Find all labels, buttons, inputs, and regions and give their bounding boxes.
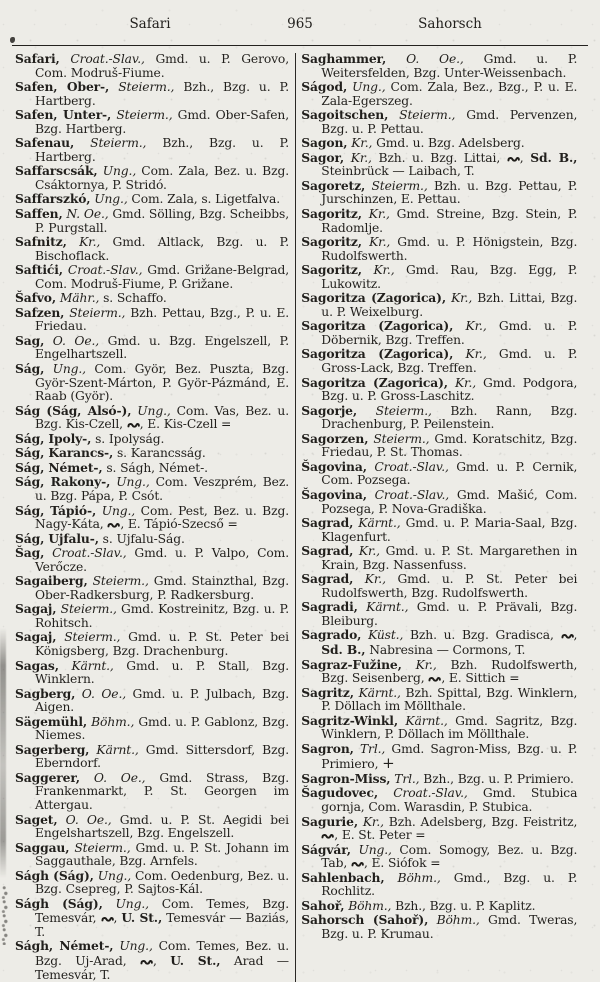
- page-number: 965: [287, 16, 313, 32]
- entry-text: Gmd. u. P. Julbach, Bzg. Aigen.: [35, 686, 289, 715]
- entry-region: Ung.,: [44, 362, 86, 377]
- entry: [301, 658, 577, 686]
- entry-text: , E. Kis-Czell =: [139, 417, 232, 432]
- entry-text: Gmd. Sagron-Miss, Bzg. u. P. Primiero,: [321, 741, 578, 772]
- entry-headword: Sagaj,: [15, 629, 57, 645]
- entry-headword: Sagoritza (Zagorica),: [301, 318, 454, 334]
- entry-headword: Safen, Unter-,: [15, 107, 112, 123]
- entry-region: Böhm.,: [428, 913, 480, 928]
- entry-text: Gmd. u. Bzg. Engelszell, P. Engelhartszell.: [35, 333, 289, 362]
- entry-headword: Sagerberg,: [15, 741, 90, 757]
- entry: [15, 263, 289, 291]
- entry-text: Gmd. u. P. Döbernik, Bzg. Treffen.: [321, 319, 578, 347]
- entry-text: Bzh. Adelsberg, Bzg. Feistritz,: [383, 814, 578, 829]
- entry: [15, 136, 289, 164]
- entry: [15, 164, 289, 192]
- entry-headword: Sagorzen,: [301, 430, 369, 446]
- entry-text: Temesvár — Baziás, T.: [35, 911, 289, 939]
- entry: [301, 815, 577, 843]
- entry-text: Com. Zala, s. Ligetfalva.: [127, 192, 280, 207]
- entry-region: Kr.,: [453, 319, 487, 334]
- entry-text: Gmd. u. P. St. Aegidi bei Engelshartszell, Bzg. Engelszell.: [35, 812, 289, 841]
- column-divider: [295, 53, 296, 982]
- entry-text: Arad — Temesvár, T.: [35, 954, 289, 982]
- entry-region: Steierm.,: [109, 80, 175, 95]
- entry-text: Gmd. Stainzthal, Bzg. Ober-Radkersburg, P. Radkersburg.: [35, 574, 289, 602]
- entry-text: Com. Zala, Bez., Bzg., P. u. E. Zala-Egerszeg.: [321, 80, 578, 108]
- entry: [15, 207, 289, 235]
- entry-text: Bzh. u. Bzg. Gradisca,: [403, 628, 561, 643]
- entry: [15, 291, 289, 306]
- entry-region: Kr.,: [446, 291, 473, 306]
- entry-headword: Sagrad,: [301, 571, 354, 587]
- header-keyword-left: Safari: [129, 16, 171, 32]
- entry-region: Steierm.,: [56, 602, 117, 617]
- entry-text: s. Schaffo.: [99, 291, 167, 306]
- entry-headword: Saghammer,: [301, 51, 387, 66]
- entry-region: Küst.,: [361, 628, 404, 643]
- left-column: [15, 52, 289, 982]
- entry-text: Bzh., Bzg. u. P. Kaplitz.: [391, 898, 536, 913]
- entry: [301, 52, 577, 80]
- entry-headword: Sagaiberg,: [15, 573, 88, 589]
- entry: [15, 574, 289, 602]
- entry-headword: Ságvár,: [301, 841, 351, 857]
- entry-region: O. Oe.,: [57, 812, 112, 827]
- entry-headword: Sagrad,: [301, 543, 354, 559]
- entry: [301, 516, 577, 544]
- entry: [301, 432, 577, 460]
- entry: [15, 532, 289, 547]
- entry-text: Gmd. Podgora, Bzg. u. P. Gross-Laschitz.: [321, 375, 578, 404]
- entry: [301, 742, 577, 772]
- entry-text: , E. St. Peter =: [334, 828, 426, 843]
- entry-text: Gmd. Pervenzen, Bzg. u. P. Pettau.: [321, 108, 578, 136]
- entry-text: Gmd. Streine, Bzg. Stein, P. Radomlje.: [321, 207, 578, 235]
- entry-region: O. Oe.,: [44, 333, 100, 348]
- entry-text: Bzh. u. Bzg. Littai,: [371, 150, 507, 165]
- entry-headword: Sahoř,: [301, 897, 345, 913]
- entry-text: Gmd. u. P. Gerovo, Com. Modruš-Fiume.: [35, 52, 290, 80]
- entry-headword: Sagoitschen,: [301, 107, 389, 123]
- entry-region: Böhm.,: [87, 714, 135, 729]
- entry-text: Gmd., Bzg. u. P. Rochlitz.: [321, 870, 578, 899]
- entry: [301, 179, 577, 207]
- entry: [15, 715, 289, 743]
- entry: [301, 235, 577, 263]
- entry-headword: Sahlenbach,: [301, 869, 385, 885]
- entry-headword: Ság, Rakony-,: [15, 474, 111, 490]
- entry-region: Croat.-Slav.,: [366, 459, 449, 474]
- entry: [15, 504, 289, 532]
- entry-text: Nabresina — Cormons, T.: [365, 642, 526, 657]
- entry: [301, 376, 577, 404]
- entry-region: Steierm.,: [74, 136, 147, 151]
- entry-text: ,: [153, 954, 171, 968]
- entry-text: Bzh., Bzg. u. P. Hartberg.: [35, 136, 289, 164]
- entry-text: , E. Sittich =: [441, 671, 520, 686]
- entry-headword: Sagberg,: [15, 685, 76, 701]
- entry-text: Gmd. u. P. Gross-Lack, Bzg. Treffen.: [321, 347, 578, 376]
- entry-headword: Sagorje,: [301, 402, 358, 418]
- entry-region: Kr.,: [357, 814, 384, 829]
- entry: [301, 714, 577, 742]
- entry: [301, 786, 577, 814]
- entry-text: Gmd. u. P. St. Peter bei Rudolfswerth, Bzg. Rudolfswerth.: [321, 572, 578, 600]
- entry: [15, 841, 289, 869]
- entry-region: N. Oe.,: [62, 207, 109, 222]
- entry: [301, 871, 577, 899]
- entry: [301, 600, 577, 628]
- entry-headword: Sagon,: [301, 135, 348, 151]
- entry: [15, 475, 289, 503]
- entry-bold-abbrev: Sd. B.,: [530, 149, 578, 165]
- entry: [301, 843, 577, 871]
- entry-region: Steierm.,: [69, 840, 131, 855]
- entry-text: Gmd. u. Bzg. Adelsberg.: [372, 136, 525, 151]
- entry-headword: Sagritz-Winkl,: [301, 712, 398, 728]
- entry-text: Gmd. u. P. Prävali, Bzg. Bleiburg.: [321, 600, 578, 628]
- entry-region: Kärnt.,: [89, 742, 139, 757]
- entry-region: Kr.,: [453, 347, 487, 362]
- post-horn-icon: [507, 151, 520, 165]
- entry-region: O. Oe.,: [79, 770, 146, 785]
- entry-text: Bzh. Rudolfswerth, Bzg. Seisenberg,: [321, 657, 578, 686]
- entry-region: Ung.,: [347, 80, 386, 95]
- entry-text: Gmd. Grižane-Belgrad, Com. Modruš-Fiume, P. Grižane.: [35, 263, 289, 291]
- entry: [15, 687, 289, 715]
- entry-region: Kr.,: [447, 375, 477, 390]
- entry-region: Kr.,: [401, 657, 437, 672]
- entry-region: Kr.,: [347, 136, 373, 151]
- entry-text: ,: [519, 150, 531, 165]
- entry-text: Bzh. Rann, Bzg. Drachenburg, P. Peilenstein.: [321, 403, 578, 432]
- entry: [301, 628, 577, 657]
- entry-text: Gmd. Altlack, Bzg. u. P. Bischoflack.: [35, 235, 290, 263]
- entry-text: , E. Siófok =: [363, 856, 441, 871]
- entry: [15, 771, 289, 813]
- entry-text: Bzh. Littai, Bzg. u. P. Weixelburg.: [321, 291, 578, 319]
- post-horn-icon: [127, 417, 140, 431]
- entry-region: Kärnt.,: [398, 713, 448, 728]
- entry: [301, 686, 577, 714]
- post-horn-icon: [428, 671, 441, 685]
- entry-headword: Safenau,: [15, 135, 75, 151]
- entry-region: Ung.,: [96, 503, 136, 518]
- entry-bold-abbrev: U. St.,: [170, 953, 221, 968]
- entry-text: Gmd. u. P. St. Johann im Saggauthale, Bzg. Arnfels.: [35, 840, 290, 869]
- entry: [15, 869, 289, 897]
- entry-region: Kärnt.,: [353, 516, 401, 531]
- right-column: [301, 52, 577, 982]
- entry-text: Gmd. u. P. Hönigstein, Bzg. Rudolfswerth.: [321, 235, 578, 263]
- entry-headword: Saget,: [15, 811, 58, 827]
- post-horn-icon: [140, 954, 153, 968]
- entry-headword: Ság, Ipoly-,: [15, 430, 92, 446]
- entry-region: Trl.,: [353, 741, 386, 756]
- entry-region: Kr.,: [66, 235, 101, 250]
- entry-text: Steinbrück — Laibach, T.: [321, 164, 475, 179]
- entry: [15, 743, 289, 771]
- entry-text: Gmd. Kostreinitz, Bzg. u. P. Rohitsch.: [35, 602, 289, 630]
- entry-text: Com. Temes, Bez. u. Bzg. Uj-Arad,: [35, 939, 290, 968]
- entry-region: O. Oe.,: [386, 52, 464, 66]
- entry: [301, 544, 577, 572]
- entry-region: O. Oe.,: [75, 686, 127, 701]
- entry-text: Gmd. u. P. St. Margarethen in Krain, Bzg. Nassenfuss.: [321, 544, 578, 572]
- entry: [15, 334, 289, 362]
- entry: [15, 446, 289, 461]
- entry-region: Kärnt.,: [58, 658, 114, 673]
- entry-text: Gmd. Sagritz, Bzg. Winklern, P. Döllach im Möllthale.: [321, 713, 578, 742]
- entry-headword: Ság, Ujfalu-,: [15, 530, 99, 546]
- entry-region: Kärnt.,: [357, 600, 409, 615]
- entry-region: Kr.,: [353, 572, 386, 587]
- entry-text: Gmd. Stubica gornja, Com. Warasdin, P. Stubica.: [321, 786, 578, 814]
- entry-headword: Sagron,: [301, 740, 354, 756]
- post-horn-icon: [561, 628, 574, 642]
- entry-headword: Safen, Ober-,: [15, 79, 110, 95]
- entry-text: Bzh. Spittal, Bzg. Winklern, P. Döllach im Möllthale.: [321, 685, 578, 714]
- two-column-text: [0, 46, 600, 982]
- entry-region: Kr.,: [361, 207, 390, 222]
- entry-text: Gmd. Rau, Bzg. Egg, P. Lukowitz.: [321, 263, 578, 291]
- entry-region: Böhm.,: [384, 870, 441, 885]
- entry-region: Ung.,: [93, 868, 132, 883]
- entry-region: Ung.,: [110, 475, 150, 490]
- entry-text: Gmd. u. P. Gablonz, Bzg. Niemes.: [35, 714, 289, 743]
- entry: [15, 813, 289, 841]
- entry-text: Gmd. Tweras, Bzg. u. P. Krumau.: [321, 913, 578, 941]
- entry: [301, 913, 577, 941]
- entry-headword: Ság, Karancs-,: [15, 445, 114, 461]
- entry: [301, 80, 577, 108]
- entry-headword: Saffarszkó,: [15, 191, 91, 207]
- entry-region: Ung.,: [90, 192, 128, 207]
- entry-region: Kr.,: [361, 235, 391, 250]
- entry-text: Gmd. u. P. Valpo, Com. Verőcze.: [35, 546, 289, 574]
- entry-headword: Saffen,: [15, 206, 63, 222]
- entry: [15, 192, 289, 207]
- entry-headword: Sagoritz,: [301, 234, 362, 250]
- entry-region: Croat.-Slav.,: [378, 786, 468, 801]
- entry-text: s. Ipolyság.: [91, 431, 165, 446]
- entry-text: Gmd. Ober-Safen, Bzg. Hartberg.: [35, 108, 289, 136]
- entry-region: Steierm.,: [365, 178, 428, 193]
- entry: [15, 546, 289, 574]
- post-horn-icon: [101, 911, 114, 925]
- entry-bold-abbrev: U. St.,: [121, 910, 163, 926]
- entry: [15, 108, 289, 136]
- entry-bold-abbrev: Sd. B.,: [321, 641, 366, 657]
- entry-headword: Saffarscsák,: [15, 163, 98, 179]
- entry: [15, 630, 289, 658]
- entry: [15, 659, 289, 687]
- entry-headword: Safzen,: [15, 304, 65, 320]
- entry-text: , E. Tápió-Szecső =: [120, 517, 238, 532]
- entry-headword: Sagritz,: [301, 684, 354, 700]
- entry-region: Croat.-Slav.,: [44, 546, 127, 561]
- entry-headword: Sagoritz,: [301, 262, 362, 278]
- entry-text: Bzh. u. Bzg. Pettau, P. Jurschinzen, E. Pettau.: [321, 178, 578, 207]
- entry-headword: Šag,: [15, 545, 45, 561]
- entry-text: Bzh. Pettau, Bzg., P. u. E. Friedau.: [35, 305, 289, 334]
- entry-region: Böhm.,: [344, 898, 392, 913]
- entry: [301, 404, 577, 432]
- entry-headword: Sagraz-Fužine,: [301, 656, 402, 672]
- entry-region: Kärnt.,: [353, 685, 401, 700]
- entry: [301, 488, 577, 516]
- entry-headword: Ság, Német-,: [15, 459, 103, 475]
- entry-text: Com. Temes, Bzg. Temesvár,: [35, 896, 290, 926]
- entry-headword: Sagoritz,: [301, 206, 362, 222]
- entry-headword: Sag,: [15, 332, 45, 348]
- entry-text: s. Ságh, Német-.: [102, 460, 208, 475]
- entry-headword: Sagas,: [15, 657, 59, 673]
- entry-text: Gmd. Strass, Bzg. Frankenmarkt, P. St. Georgen im Attergau.: [35, 770, 289, 812]
- entry-text: Bzh., Bzg. u. P. Hartberg.: [35, 80, 289, 108]
- entry-headword: Sagaj,: [15, 601, 57, 617]
- entry: [301, 347, 577, 375]
- entry: [15, 80, 289, 108]
- entry-region: Kr.,: [344, 150, 372, 165]
- entry-text: Com. Oedenburg, Bez. u. Bzg. Csepreg, P. Sajtos-Kál.: [35, 868, 289, 897]
- entry-headword: Sagoritza (Zagorica),: [301, 374, 448, 390]
- entry-text: ,: [113, 911, 122, 926]
- entry-region: Kr.,: [361, 263, 395, 278]
- entry-headword: Ság (Ság, Alsó-),: [15, 402, 132, 418]
- entry-headword: Ság, Tápió-,: [15, 502, 97, 518]
- entry-headword: Ság,: [15, 361, 45, 377]
- entry-text: s. Ujfalu-Ság.: [98, 531, 185, 546]
- entry-region: Steierm.,: [87, 574, 149, 589]
- entry: [15, 362, 289, 404]
- entry-headword: Sagradi,: [301, 599, 358, 615]
- entry-text: Com. Somogy, Bez. u. Bzg. Tab,: [321, 842, 578, 871]
- entry: [15, 306, 289, 334]
- entry-headword: Ságh (Ság),: [15, 867, 94, 883]
- entry-headword: Ságh (Ság),: [15, 895, 103, 911]
- entry-headword: Sagoretz,: [301, 177, 366, 193]
- entry-region: Croat.-Slav.,: [62, 263, 143, 278]
- entry-region: Steierm.,: [111, 108, 173, 123]
- post-horn-icon: [351, 856, 364, 870]
- entry: [15, 52, 289, 80]
- entry: [301, 263, 577, 291]
- header-keyword-right: Sahorsch: [418, 16, 482, 32]
- entry-region: Steierm.,: [64, 305, 126, 320]
- entry-region: Steierm.,: [357, 403, 432, 418]
- entry-headword: Safari,: [15, 51, 60, 66]
- entry: [301, 291, 577, 319]
- running-header: [0, 0, 600, 42]
- cross-icon: +: [382, 754, 395, 773]
- entry-headword: Safnitz,: [15, 234, 67, 250]
- entry-region: Trl.,: [390, 771, 420, 786]
- entry-headword: Saftići,: [15, 262, 63, 278]
- entry: [15, 432, 289, 447]
- entry-text: Com. Györ, Bez. Puszta, Bzg. Györ-Szent-Márton, P. Györ-Pázmánd, E. Raab (Györ).: [35, 362, 290, 404]
- entry-text: Gmd. u. P. Cernik, Com. Pozsega.: [321, 459, 578, 488]
- entry-headword: Sagurie,: [301, 813, 358, 829]
- entry-headword: Šagovina,: [301, 486, 367, 502]
- entry-headword: Sagoritza (Zagorica),: [301, 346, 454, 362]
- entry-region: Ung.,: [131, 403, 171, 418]
- entry-text: s. Karancsság.: [113, 446, 206, 461]
- entry: [301, 108, 577, 136]
- post-horn-icon: [321, 828, 334, 842]
- entry-headword: Sagron-Miss,: [301, 770, 391, 786]
- entry-region: Steierm.,: [388, 108, 456, 123]
- entry: [301, 207, 577, 235]
- entry: [301, 460, 577, 488]
- entry-headword: Sägemühl,: [15, 713, 88, 729]
- entry-text: Gmd. u. P. Maria-Saal, Bzg. Klagenfurt.: [321, 516, 578, 544]
- entry-headword: Saggau,: [15, 839, 70, 855]
- entry-headword: Sahorsch (Sahoř),: [301, 912, 429, 928]
- entry-headword: Sagrad,: [301, 515, 354, 531]
- entry-text: Gmd. u. P. Weitersfelden, Bzg. Unter-Weissenbach.: [321, 52, 578, 80]
- entry: [15, 602, 289, 630]
- entry-region: Ung.,: [102, 896, 149, 911]
- entry: [15, 235, 289, 263]
- entry-headword: Sagrado,: [301, 627, 362, 643]
- entry-text: Com. Pest, Bez. u. Bzg. Nagy-Káta,: [35, 503, 289, 532]
- entry-region: Ung.,: [113, 939, 153, 954]
- entry-text: Com. Veszprém, Bez. u. Bzg. Pápa, P. Csót.: [35, 475, 289, 503]
- entry-headword: Ságod,: [301, 79, 348, 95]
- entry: [15, 404, 289, 432]
- entry-region: Ung.,: [97, 164, 137, 179]
- entry-text: Com. Zala, Bez. u. Bzg. Csáktornya, P. Stridó.: [35, 164, 289, 192]
- entry-region: Steierm.,: [368, 431, 430, 446]
- entry-headword: Saggerer,: [15, 769, 80, 785]
- entry-text: Gmd. Sölling, Bzg. Scheibbs, P. Purgstall.: [35, 207, 290, 235]
- entry-region: Steierm.,: [56, 630, 121, 645]
- entry-headword: Šafvo,: [15, 290, 57, 306]
- entry-text: Gmd. Mašić, Com. Pozsega, P. Nova-Gradiška.: [321, 487, 578, 516]
- entry: [301, 899, 577, 914]
- entry-region: Croat.-Slav.,: [366, 487, 450, 502]
- entry-text: Gmd. u. P. St. Peter bei Königsberg, Bzg. Drachenburg.: [35, 630, 289, 658]
- entry-text: Com. Vas, Bez. u. Bzg. Kis-Czell,: [35, 403, 289, 432]
- entry: [301, 319, 577, 347]
- entry-text: ,: [573, 628, 578, 643]
- entry-headword: Ságh, Német-,: [15, 938, 114, 954]
- entry: [15, 461, 289, 476]
- entry-text: Gmd. u. P. Stall, Bzg. Winklern.: [35, 658, 289, 687]
- entry-text: Bzh., Bzg. u. P. Primiero.: [419, 771, 574, 786]
- entry-region: Mähr.,: [56, 291, 100, 306]
- entry-headword: Sagoritza (Zagorica),: [301, 290, 447, 306]
- entry-text: Gmd. Koratschitz, Bzg. Friedau, P. St. Thomas.: [321, 431, 578, 460]
- entry-headword: Sagor,: [301, 149, 345, 165]
- entry-text: Gmd. Sittersdorf, Bzg. Eberndorf.: [35, 742, 289, 771]
- entry: [301, 136, 577, 151]
- entry: [301, 151, 577, 179]
- post-horn-icon: [107, 517, 120, 531]
- entry-region: Ung.,: [350, 842, 392, 857]
- entry-region: Kr.,: [353, 544, 380, 559]
- entry: [301, 572, 577, 600]
- entry: [15, 897, 289, 940]
- entry-headword: Šagovina,: [301, 458, 367, 474]
- entry-region: Croat.-Slav.,: [59, 52, 145, 66]
- entry-headword: Šagudovec,: [301, 785, 379, 801]
